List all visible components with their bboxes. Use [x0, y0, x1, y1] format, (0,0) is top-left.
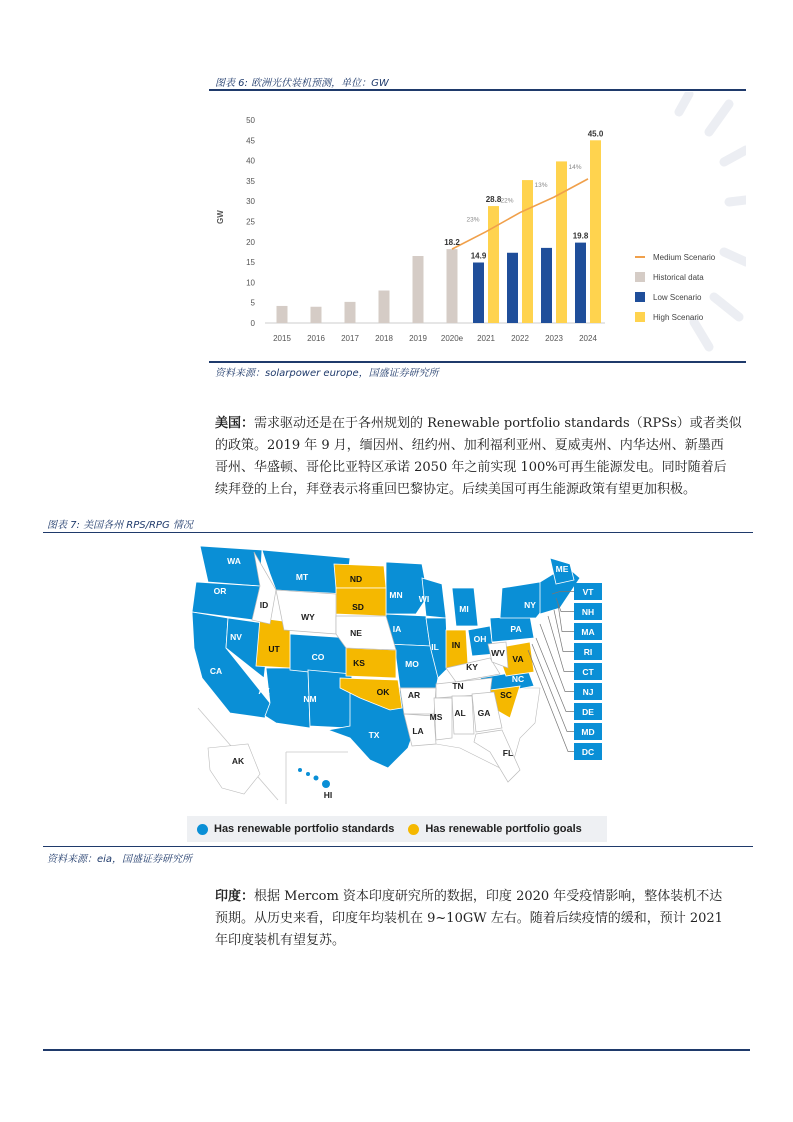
east-box-label-MA: MA	[581, 627, 595, 637]
state-label-GA: GA	[477, 708, 491, 718]
east-box-label-DE: DE	[582, 707, 594, 717]
x-tick-label: 2017	[341, 334, 359, 343]
legend-swatch	[635, 312, 645, 322]
x-tick-label: 2018	[375, 334, 393, 343]
bars	[277, 140, 602, 323]
figure6-bottom-rule	[209, 361, 746, 363]
east-box-label-MD: MD	[581, 727, 595, 737]
figure6-source: 资料来源：solarpower europe，国盛证券研究所	[215, 368, 439, 379]
state-label-MS: MS	[429, 712, 443, 722]
x-tick-label: 2016	[307, 334, 325, 343]
y-tick-label: 25	[246, 217, 255, 227]
map-legend	[187, 816, 607, 842]
x-tick-label: 2015	[273, 334, 291, 343]
figure7-top-rule	[43, 532, 753, 533]
state-label-NC: NC	[511, 674, 525, 684]
state-WA	[200, 546, 262, 586]
y-tick-label: 15	[246, 258, 255, 268]
decorative-sunburst	[679, 94, 746, 347]
legend-label: High Scenario	[653, 313, 704, 322]
bar-high-scenario	[488, 206, 499, 323]
bar-historical	[413, 256, 424, 323]
leader-line	[536, 638, 574, 712]
x-tick-label: 2020e	[440, 334, 464, 343]
us-line-4: 续拜登的上台，拜登表示将重回巴黎协定。后续美国可再生能源政策有望更加积极。	[215, 482, 697, 497]
bar-high-scenario	[590, 140, 601, 323]
x-tick-label: 2019	[409, 334, 427, 343]
bar-value-label: 14.9	[470, 251, 487, 261]
state-NE	[336, 616, 396, 650]
india-line-2: 预期。从历史来看，印度年均装机在 9~10GW 左右。随着后续疫情的缓和，预计 2021	[215, 911, 723, 926]
state-label-NE: NE	[350, 628, 362, 638]
y-tick-label: 5	[250, 298, 255, 308]
east-coast-boxes	[574, 583, 602, 760]
growth-label: 14%	[568, 163, 582, 171]
state-label-NY: NY	[524, 600, 536, 610]
bar-historical	[311, 307, 322, 323]
figure6-caption: 图表 6: 欧洲光伏装机预测，单位：GW	[215, 78, 389, 89]
y-tick-label: 30	[246, 197, 255, 207]
east-box-label-CT: CT	[582, 667, 594, 677]
standards-dot-icon	[197, 824, 208, 835]
leader-line	[540, 624, 574, 692]
leader-line	[558, 604, 574, 632]
figure7-caption: 图表 7: 美国各州 RPS/RPG 情况	[47, 520, 193, 531]
figure6-chart	[209, 92, 746, 358]
state-label-CA: CA	[209, 666, 223, 676]
goals-dot-icon	[408, 824, 419, 835]
state-label-SC: SC	[500, 690, 512, 700]
bar-low-scenario	[507, 253, 518, 323]
state-AK-shape	[208, 744, 260, 794]
y-tick-label: 50	[246, 116, 255, 125]
state-label-MT: MT	[295, 572, 309, 582]
x-tick-label: 2022	[511, 334, 529, 343]
state-label-IL: IL	[431, 642, 439, 652]
growth-label: 22%	[500, 197, 514, 205]
state-label-MN: MN	[389, 590, 403, 600]
y-tick-label: 20	[246, 237, 255, 247]
state-label-SD: SD	[352, 602, 364, 612]
legend-label: Low Scenario	[653, 293, 702, 302]
figure7-source: 资料来源：eia，国盛证券研究所	[47, 854, 193, 865]
east-box-label-VT: VT	[582, 587, 594, 597]
bar-value-label: 28.8	[485, 195, 502, 205]
x-ticks	[273, 334, 597, 343]
state-label-CO: CO	[311, 652, 325, 662]
state-label-TN: TN	[452, 681, 464, 691]
state-label-FL: FL	[502, 748, 514, 758]
state-label-IN: IN	[451, 640, 461, 650]
state-label-PA: PA	[510, 624, 522, 634]
state-label-OR: OR	[213, 586, 227, 596]
growth-label: 13%	[534, 182, 548, 190]
state-label-IA: IA	[392, 624, 402, 634]
state-label-HI: HI	[323, 790, 333, 800]
bar-historical	[345, 302, 356, 323]
india-line-3: 年印度装机有望复苏。	[215, 933, 346, 948]
us-map	[190, 538, 620, 808]
figure6-top-rule	[209, 89, 746, 91]
bar-historical	[447, 249, 458, 323]
bar-low-scenario	[575, 243, 586, 323]
y-tick-label: 0	[250, 319, 255, 328]
state-HI-shape	[298, 768, 330, 788]
state-label-AZ: AZ	[258, 686, 270, 696]
us-line-2: 的政策。2019 年 9 月，缅因州、纽约州、加利福利亚州、夏威夷州、内华达州、新墨西	[215, 438, 724, 453]
state-label-AK: AK	[231, 756, 245, 766]
y-tick-label: 45	[246, 136, 255, 146]
bar-low-scenario	[473, 263, 484, 323]
legend-swatch	[635, 292, 645, 302]
bar-value-label: 45.0	[587, 129, 604, 139]
bar-high-scenario	[522, 180, 533, 323]
y-tick-label: 40	[246, 156, 255, 166]
bar-low-scenario	[541, 248, 552, 323]
state-MN	[386, 562, 428, 614]
east-box-label-NH: NH	[581, 607, 595, 617]
us-bold-label: 美国：	[215, 416, 255, 431]
state-label-NV: NV	[230, 632, 242, 642]
state-label-MO: MO	[405, 659, 419, 669]
legend-standards-label: Has renewable portfolio standards	[214, 823, 395, 835]
india-bold-label: 印度：	[215, 889, 255, 904]
east-box-label-DC: DC	[581, 747, 595, 757]
state-label-OK: OK	[376, 687, 390, 697]
bar-high-scenario	[556, 161, 567, 323]
bar-value-label: 19.8	[572, 231, 589, 241]
state-label-OH: OH	[473, 634, 487, 644]
legend-label: Historical data	[653, 273, 704, 282]
bar-historical	[379, 291, 390, 323]
state-label-KS: KS	[353, 658, 365, 668]
east-box-label-RI: RI	[583, 647, 593, 657]
east-box-label-NJ: NJ	[582, 687, 594, 697]
state-label-WI: WI	[418, 594, 430, 604]
state-label-NM: NM	[303, 694, 317, 704]
medium-scenario-line	[452, 179, 588, 249]
us-line-1: 需求驱动还是在于各州规划的 Renewable portfolio standards（RPSs）或者类似	[254, 416, 742, 431]
state-label-WY: WY	[301, 612, 315, 622]
state-label-MI: MI	[459, 604, 469, 614]
state-label-VA: VA	[512, 654, 524, 664]
y-tick-label: 10	[246, 278, 255, 288]
state-label-WA: WA	[227, 556, 241, 566]
figure7-bottom-rule	[43, 846, 753, 847]
us-line-3: 哥州、华盛顿、哥伦比亚特区承诺 2050 年之前实现 100%可再生能源发电。同时随着后	[215, 460, 727, 475]
bar-value-label: 18.2	[444, 238, 460, 248]
us-paragraph	[215, 413, 747, 501]
state-label-KY: KY	[466, 662, 478, 672]
state-label-ND: ND	[349, 574, 363, 584]
footer-rule	[43, 1049, 750, 1051]
state-label-AL: AL	[454, 708, 466, 718]
legend-goals-label: Has renewable portfolio goals	[425, 823, 582, 835]
state-label-UT: UT	[268, 644, 280, 654]
state-label-ID: ID	[259, 600, 269, 610]
state-label-AR: AR	[407, 690, 421, 700]
state-label-ME: ME	[555, 564, 569, 574]
bar-historical	[277, 306, 288, 323]
x-tick-label: 2023	[545, 334, 563, 343]
x-tick-label: 2024	[579, 334, 597, 343]
leader-line	[554, 610, 574, 652]
x-tick-label: 2021	[477, 334, 495, 343]
india-paragraph	[215, 886, 747, 952]
legend-swatch	[635, 272, 645, 282]
india-line-1: 根据 Mercom 资本印度研究所的数据，印度 2020 年受疫情影响，整体装机不达	[254, 889, 723, 904]
legend-label: Medium Scenario	[653, 253, 716, 262]
chart-legend	[635, 253, 716, 322]
state-label-LA: LA	[412, 726, 424, 736]
y-axis-label: GW	[216, 210, 225, 224]
growth-label: 23%	[466, 216, 480, 224]
state-label-WV: WV	[491, 648, 505, 658]
state-label-TX: TX	[368, 730, 380, 740]
y-tick-label: 35	[246, 176, 255, 186]
